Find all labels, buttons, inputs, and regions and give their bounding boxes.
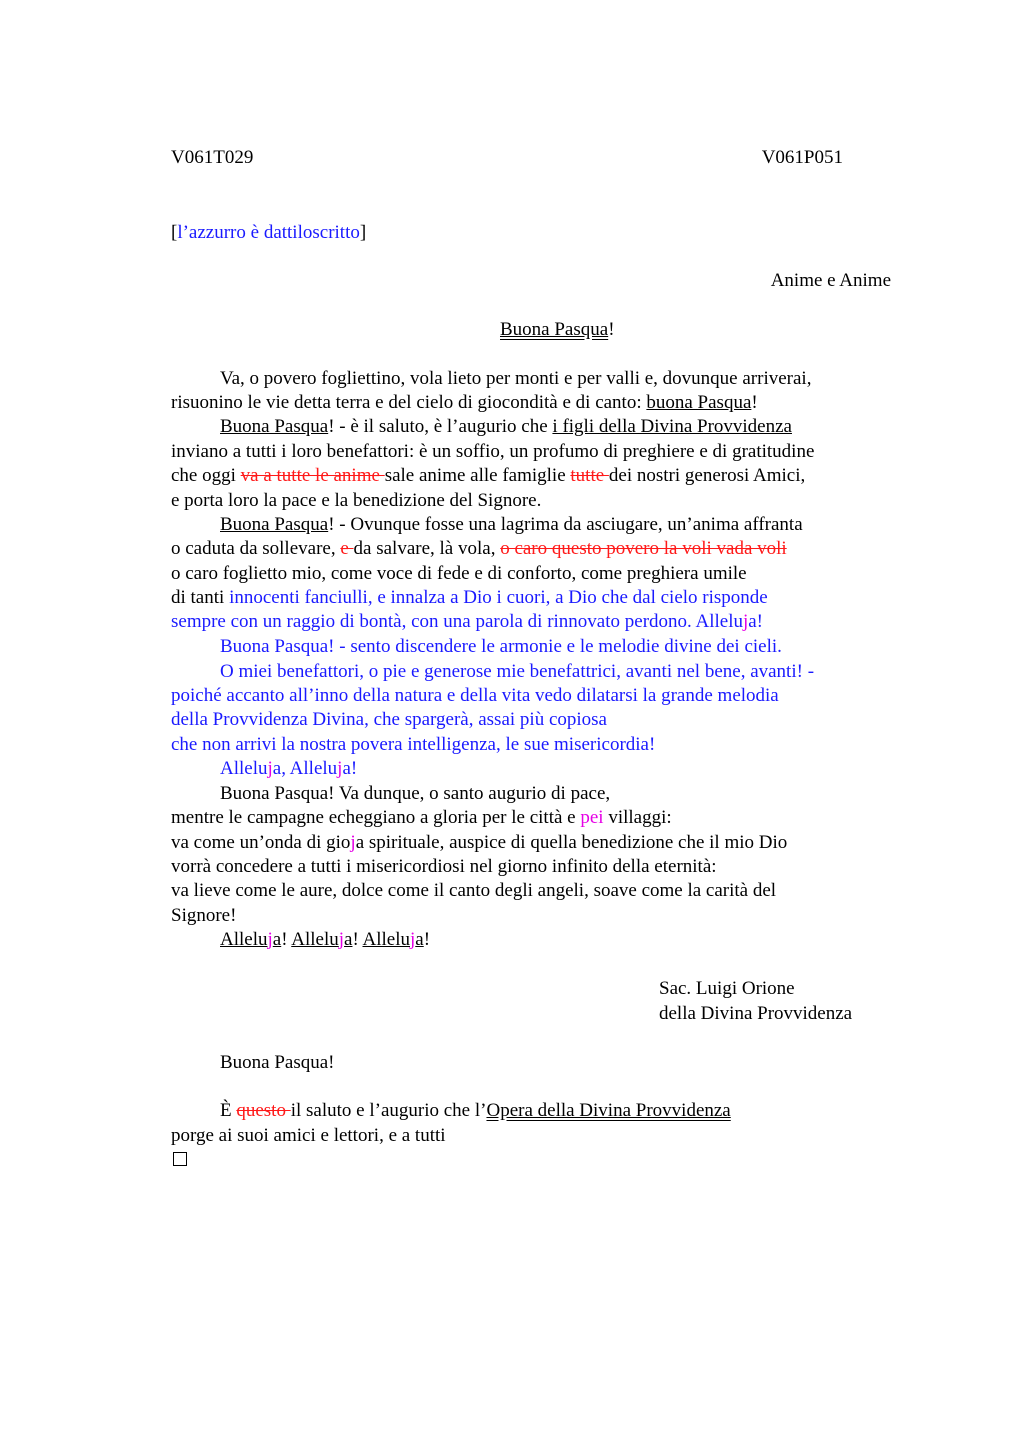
signature-name: Sac. Luigi Orione [659, 978, 795, 999]
editor-note: [l’azzurro è dattiloscritto] [171, 222, 367, 243]
header-right-code: V061P051 [761, 147, 843, 168]
main-title: Buona Pasqua! [500, 319, 615, 340]
text-line: va come un’onda di gioja spirituale, auspice di quella benedizione che il mio Dio [171, 832, 788, 853]
text-line: O miei benefattori, o pie e generose mie benefattrici, avanti nel bene, avanti! - [220, 661, 815, 682]
text-line: della Provvidenza Divina, che spargerà, assai più copiosa [171, 709, 607, 730]
text-line: Buona Pasqua! - sento discendere le armonie e le melodie divine dei cieli. [220, 636, 782, 657]
empty-checkbox-glyph [173, 1152, 187, 1166]
text-line: va lieve come le aure, dolce come il canto degli angeli, soave come la carità del [171, 880, 777, 901]
text-line: o caduta da sollevare, e da salvare, là vola, o caro questo povero la voli vada voli [171, 538, 787, 559]
text-line: e porta loro la pace e la benedizione del Signore. [171, 490, 542, 511]
text-line: che oggi va a tutte le anime sale anime alle famiglie tutte dei nostri generosi Amici, [171, 465, 806, 486]
text-line: che non arrivi la nostra povera intelligenza, le sue misericordia! [171, 734, 656, 755]
text-line: Alleluja! Alleluja! Alleluja! [220, 929, 431, 950]
second-title: Buona Pasqua! [220, 1052, 335, 1073]
text-line: Signore! [171, 905, 237, 926]
text-line: Buona Pasqua! - è il saluto, è l’augurio che i figli della Divina Provvidenza [220, 416, 792, 437]
text-line: sempre con un raggio di bontà, con una parola di rinnovato perdono. Alleluja! [171, 611, 764, 632]
heading-right: Anime e Anime [770, 270, 891, 291]
text-line: poiché accanto all’inno della natura e della vita vedo dilatarsi la grande melodia [171, 685, 779, 706]
text-line: Va, o povero fogliettino, vola lieto per monti e per valli e, dovunque arriverai, [220, 368, 812, 389]
text-line: di tanti innocenti fanciulli, e innalza a Dio i cuori, a Dio che dal cielo risponde [171, 587, 768, 608]
text-line: Alleluja, Alleluja! [220, 758, 358, 779]
text-line: o caro foglietto mio, come voce di fede e di conforto, come preghiera umile [171, 563, 747, 584]
text-line: inviano a tutti i loro benefattori: è un soffio, un profumo di preghiere e di gratitudine [171, 441, 815, 462]
text-line: porge ai suoi amici e lettori, e a tutti [171, 1125, 446, 1146]
header-left-code: V061T029 [171, 147, 254, 168]
text-line: risuonino le vie detta terra e del cielo di giocondità e di canto: buona Pasqua! [171, 392, 758, 413]
text-line: Buona Pasqua! Va dunque, o santo augurio di pace, [220, 783, 611, 804]
signature-title: della Divina Provvidenza [659, 1003, 853, 1024]
text-line: vorrà concedere a tutti i misericordiosi nel giorno infinito della eternità: [171, 856, 717, 877]
text-line: Buona Pasqua! - Ovunque fosse una lagrima da asciugare, un’anima affranta [220, 514, 803, 535]
text-line: È questo il saluto e l’augurio che l’Opera della Divina Provvidenza [220, 1100, 731, 1121]
text-line: mentre le campagne echeggiano a gloria per le città e pei villaggi: [171, 807, 672, 828]
